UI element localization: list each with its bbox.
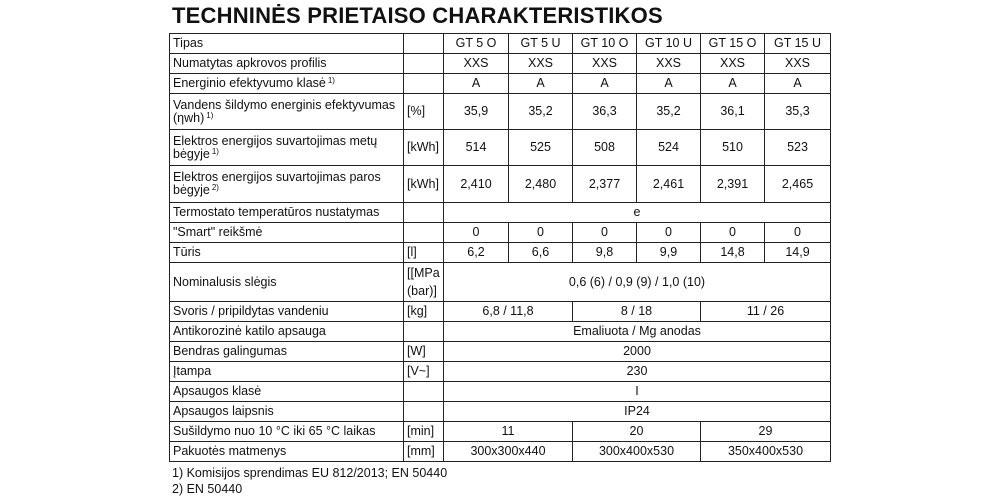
table-cell: XXS: [701, 54, 765, 74]
table-cell: 0: [637, 223, 701, 243]
row-label: Sušildymo nuo 10 °C iki 65 °C laikas: [170, 422, 404, 442]
spec-table: [169, 33, 831, 462]
table-row: [170, 382, 831, 402]
model-header: GT 15 O: [701, 34, 765, 54]
table-cell: 35,2: [637, 94, 701, 130]
row-unit: [404, 34, 444, 54]
row-unit: [404, 223, 444, 243]
table-cell: A: [765, 74, 831, 94]
table-cell: 2,410: [444, 166, 509, 203]
row-unit: [404, 203, 444, 223]
table-row: [170, 322, 831, 342]
label-text: Elektros energijos suvartojimas paros bėgyje: [173, 170, 381, 197]
table-cell: 2,480: [509, 166, 573, 203]
table-cell: 2,461: [637, 166, 701, 203]
footnote: 2) EN 50440: [172, 482, 243, 496]
row-label: Bendras galingumas: [170, 342, 404, 362]
row-label: [170, 74, 404, 94]
row-label: Svoris / pripildytas vandeniu: [170, 302, 404, 322]
table-row: [170, 34, 831, 54]
table-cell: 14,9: [765, 243, 831, 263]
table-cell: 29: [701, 422, 831, 442]
row-label: Antikorozinė katilo apsauga: [170, 322, 404, 342]
table-cell: XXS: [637, 54, 701, 74]
table-cell: A: [701, 74, 765, 94]
row-label: Tipas: [170, 34, 404, 54]
table-cell: 300x400x530: [573, 442, 701, 462]
table-row: [170, 263, 831, 302]
row-unit: [l]: [404, 243, 444, 263]
row-label: Įtampa: [170, 362, 404, 382]
table-row: [170, 402, 831, 422]
table-row: [170, 203, 831, 223]
table-cell: 20: [573, 422, 701, 442]
table-row: [170, 94, 831, 130]
row-unit: [kWh]: [404, 130, 444, 166]
row-label: [170, 130, 404, 166]
table-cell: 11 / 26: [701, 302, 831, 322]
footnote-ref: 1): [327, 76, 335, 85]
label-text: Vandens šildymo energinis efektyvumas (ηwh): [173, 97, 396, 125]
table-row: [170, 54, 831, 74]
table-cell: A: [444, 74, 509, 94]
table-cell: 2,391: [701, 166, 765, 203]
row-label: Numatytas apkrovos profilis: [170, 54, 404, 74]
footnote-ref: 1): [206, 110, 214, 120]
row-unit: [kg]: [404, 302, 444, 322]
table-cell: Emaliuota / Mg anodas: [444, 322, 831, 342]
table-row: [170, 243, 831, 263]
label-text: Elektros energijos suvartojimas metų bėgyje: [173, 133, 378, 161]
table-cell: 6,8 / 11,8: [444, 302, 573, 322]
table-cell: I: [444, 382, 831, 402]
table-cell: 36,1: [701, 94, 765, 130]
row-unit: [mm]: [404, 442, 444, 462]
table-cell: 350x400x530: [701, 442, 831, 462]
table-cell: e: [444, 203, 831, 223]
table-cell: 523: [765, 130, 831, 166]
table-cell: 2,465: [765, 166, 831, 203]
row-label: Apsaugos laipsnis: [170, 402, 404, 422]
row-label: [170, 166, 404, 203]
table-cell: 514: [444, 130, 509, 166]
table-cell: 230: [444, 362, 831, 382]
table-cell: 510: [701, 130, 765, 166]
row-label: Tūris: [170, 243, 404, 263]
row-unit: [404, 322, 444, 342]
row-unit: [%]: [404, 94, 444, 130]
row-unit: [404, 382, 444, 402]
table-cell: 9,9: [637, 243, 701, 263]
table-row: [170, 130, 831, 166]
table-cell: A: [637, 74, 701, 94]
table-cell: 0,6 (6) / 0,9 (9) / 1,0 (10): [444, 263, 831, 302]
row-unit: [404, 74, 444, 94]
table-cell: 6,2: [444, 243, 509, 263]
row-unit: [404, 54, 444, 74]
row-label: [170, 94, 404, 130]
table-cell: 524: [637, 130, 701, 166]
table-row: [170, 302, 831, 322]
row-label: Apsaugos klasė: [170, 382, 404, 402]
table-cell: 9,8: [573, 243, 637, 263]
table-cell: 300x300x440: [444, 442, 573, 462]
table-cell: 2000: [444, 342, 831, 362]
table-cell: 35,2: [509, 94, 573, 130]
footnote-ref: 1): [211, 146, 219, 156]
row-label: Termostato temperatūros nustatymas: [170, 203, 404, 223]
table-cell: 0: [765, 223, 831, 243]
footnotes: [172, 465, 447, 497]
table-cell: 36,3: [573, 94, 637, 130]
table-cell: 11: [444, 422, 573, 442]
table-row: [170, 362, 831, 382]
table-cell: A: [509, 74, 573, 94]
row-unit: [V~]: [404, 362, 444, 382]
table-row: [170, 342, 831, 362]
footnote: 1) Komisijos sprendimas EU 812/2013; EN 50440: [172, 466, 448, 480]
table-cell: 0: [444, 223, 509, 243]
row-label: Pakuotės matmenys: [170, 442, 404, 462]
model-header: GT 5 U: [509, 34, 573, 54]
table-cell: 0: [573, 223, 637, 243]
table-row: [170, 74, 831, 94]
table-cell: 14,8: [701, 243, 765, 263]
table-cell: 2,377: [573, 166, 637, 203]
table-cell: 35,3: [765, 94, 831, 130]
table-cell: IP24: [444, 402, 831, 422]
table-row: [170, 422, 831, 442]
row-unit: [kWh]: [404, 166, 444, 203]
table-row: [170, 223, 831, 243]
table-cell: XXS: [765, 54, 831, 74]
model-header: GT 10 O: [573, 34, 637, 54]
footnote-ref: 2): [211, 183, 219, 192]
model-header: GT 10 U: [637, 34, 701, 54]
row-unit: [[MPa (bar)]: [404, 263, 444, 302]
table-row: [170, 166, 831, 203]
row-unit: [W]: [404, 342, 444, 362]
table-cell: 6,6: [509, 243, 573, 263]
table-cell: 35,9: [444, 94, 509, 130]
table-cell: XXS: [509, 54, 573, 74]
row-unit: [404, 402, 444, 422]
table-cell: XXS: [444, 54, 509, 74]
table-cell: 0: [509, 223, 573, 243]
table-cell: 525: [509, 130, 573, 166]
table-cell: 508: [573, 130, 637, 166]
table-cell: 8 / 18: [573, 302, 701, 322]
model-header: GT 15 U: [765, 34, 831, 54]
table-cell: 0: [701, 223, 765, 243]
row-label: "Smart" reikšmė: [170, 223, 404, 243]
page-title: TECHNINĖS PRIETAISO CHARAKTERISTIKOS: [172, 3, 663, 28]
model-header: GT 5 O: [444, 34, 509, 54]
row-unit: [min]: [404, 422, 444, 442]
label-text: Energinio efektyvumo klasė: [173, 76, 326, 90]
table-cell: XXS: [573, 54, 637, 74]
table-row: [170, 442, 831, 462]
row-label: Nominalusis slėgis: [170, 263, 404, 302]
table-cell: A: [573, 74, 637, 94]
